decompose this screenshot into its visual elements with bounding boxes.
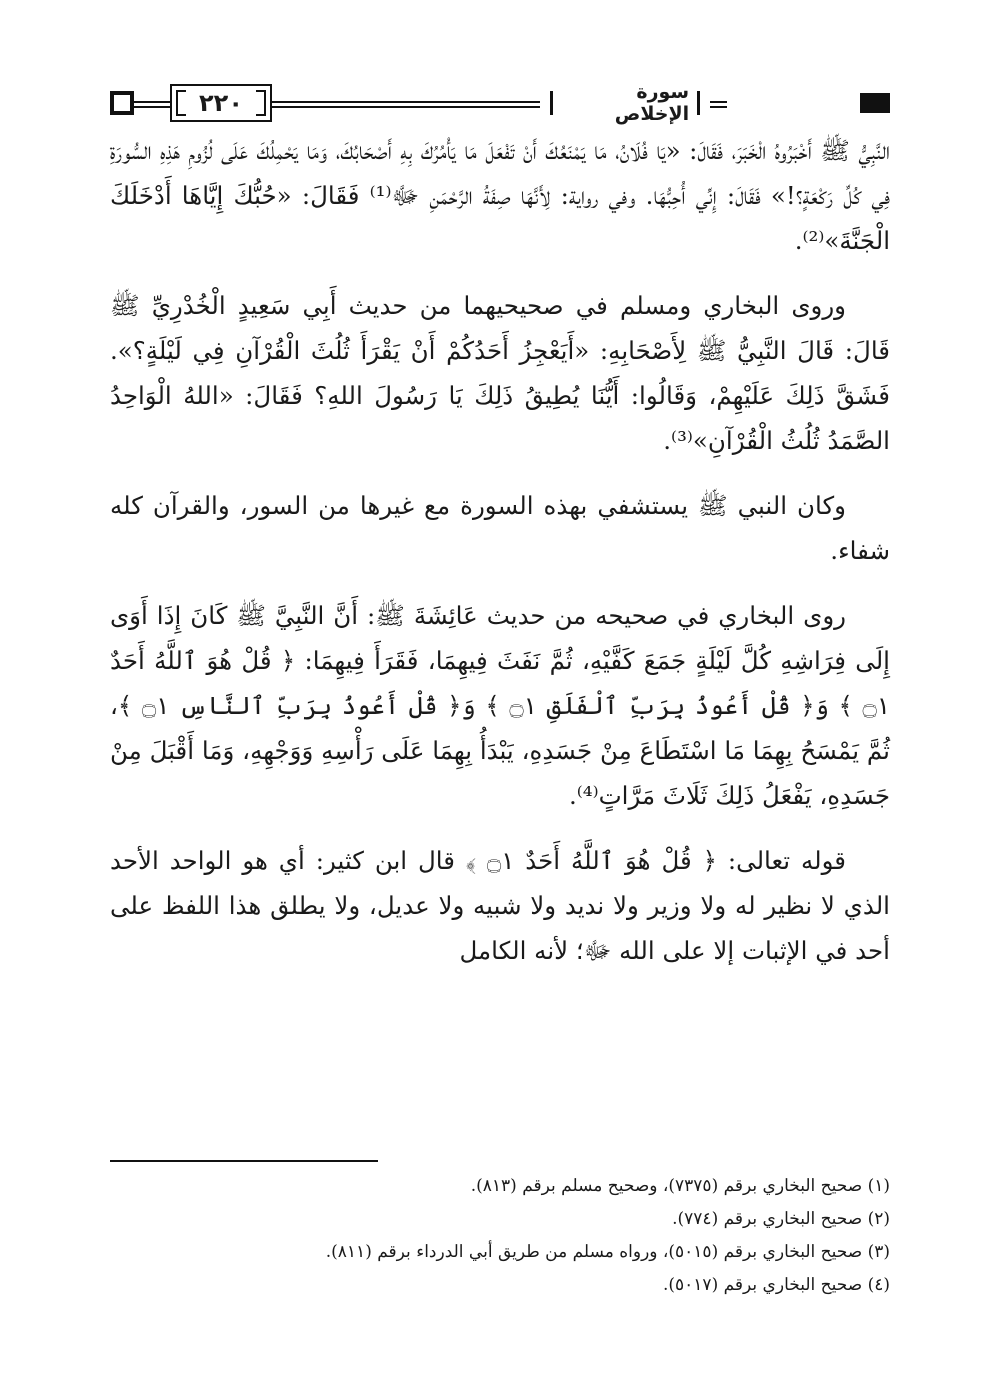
header-rule (710, 101, 727, 108)
footnote: (٤) صحيح البخاري برقم (٥٠١٧). (662, 1275, 890, 1295)
page-header (110, 81, 890, 126)
title-divider (550, 91, 553, 115)
paragraph: وكان النبي ﷺ يستشفي بهذه السورة مع غيرها من السور، والقرآن كله شفاء. (110, 491, 890, 565)
surah-title-box (542, 81, 708, 125)
footnote: (١) صحيح البخاري برقم (٧٣٧٥)، وصحيح مسلم برقم (٨١٣). (470, 1176, 890, 1196)
header-ornament-left (110, 91, 134, 115)
main-text (110, 128, 890, 973)
paragraph: قوله تعالى: ﴿ قُلْ هُوَ ٱللَّهُ أَحَدٌ ۝١ ﴾ قال ابن كثير: أي هو الواحد الأحد الذي لا نظير له ولا وزير ولا نديد ولا شبيه ولا عديل، ولا يطلق هذا اللفظ على أحد في الإثبات إلا على الله ﷻ؛ لأنه الكامل (110, 846, 890, 965)
header-ornament-right (860, 93, 890, 113)
paragraph: النَّبِيُّ ﷺ أَخْبَرُوهُ الْخَبَرَ، فَقَالَ: «يَا فُلَانُ، مَا يَمْنَعُكَ أَنْ تَفْعَلَ مَا يَأْمُرُكَ بِهِ أَصْحَابُكَ، وَمَا يَحْمِلُكَ عَلَى لُزُومِ هَذِهِ السُّورَةِ فِي كُلِّ رَكْعَةٍ؟!» فَقَالَ: إِنِّي أُحِبُّهَا. وفي رواية: لِأَنَّهَا صِفَةُ الرَّحْمَنِ ﷻ⁽¹⁾ فَقَالَ: «حُبُّكَ إِيَّاهَا أَدْخَلَكَ الْجَنَّةَ»⁽²⁾. (110, 136, 890, 255)
header-rule (134, 101, 170, 108)
book-page (110, 81, 890, 1374)
page-number (170, 84, 272, 122)
page-number-text: ٢٢٠ (199, 89, 243, 117)
footnote-separator (110, 1160, 378, 1162)
footnote: (٢) صحيح البخاري برقم (٧٧٤). (672, 1209, 890, 1229)
paragraph: روى البخاري في صحيحه من حديث عَائِشَةَ ﷺ: أَنَّ النَّبِيَّ ﷺ كَانَ إِذَا أَوَى إِلَى فِرَاشِهِ كُلَّ لَيْلَةٍ جَمَعَ كَفَّيْهِ، ثُمَّ نَفَثَ فِيهِمَا، فَقَرَأَ فِيهِمَا: ﴿ قُلْ هُوَ ٱللَّهُ أَحَدٌ ۝١ ﴾ وَ﴿ قُلْ أَعُوذُ بِرَبِّ ٱلْفَلَقِ ۝١ ﴾ وَ﴿ قُلْ أَعُوذُ بِرَبِّ ٱلنَّاسِ ۝١ ﴾، ثُمَّ يَمْسَحُ بِهِمَا مَا اسْتَطَاعَ مِنْ جَسَدِهِ، يَبْدَأُ بِهِمَا عَلَى رَأْسِهِ وَوَجْهِهِ، وَمَا أَقْبَلَ مِنْ جَسَدِهِ، يَفْعَلُ ذَلِكَ ثَلَاثَ مَرَّاتٍ⁽⁴⁾. (110, 601, 890, 810)
header-rule (272, 101, 540, 108)
paragraph: وروى البخاري ومسلم في صحيحيهما من حديث أَبِي سَعِيدٍ الْخُدْرِيِّ ﷺ قَالَ: قَالَ النَّبِيُّ ﷺ لِأَصْحَابِهِ: «أَيَعْجِزُ أَحَدُكُمْ أَنْ يَقْرَأَ ثُلُثَ الْقُرْآنِ فِي لَيْلَةٍ؟». فَشَقَّ ذَلِكَ عَلَيْهِمْ، وَقَالُوا: أَيُّنَا يُطِيقُ ذَلِكَ يَا رَسُولَ اللهِ؟ فَقَالَ: «اللهُ الْوَاحِدُ الصَّمَدُ ثُلُثُ الْقُرْآنِ»⁽³⁾. (110, 291, 890, 455)
title-divider (697, 91, 700, 115)
footnotes (110, 1170, 890, 1302)
footnote: (٣) صحيح البخاري برقم (٥٠١٥)، ورواه مسلم من طريق أبي الدرداء برقم (٨١١). (325, 1242, 890, 1262)
surah-title: سورة الإخلاص (614, 81, 690, 125)
